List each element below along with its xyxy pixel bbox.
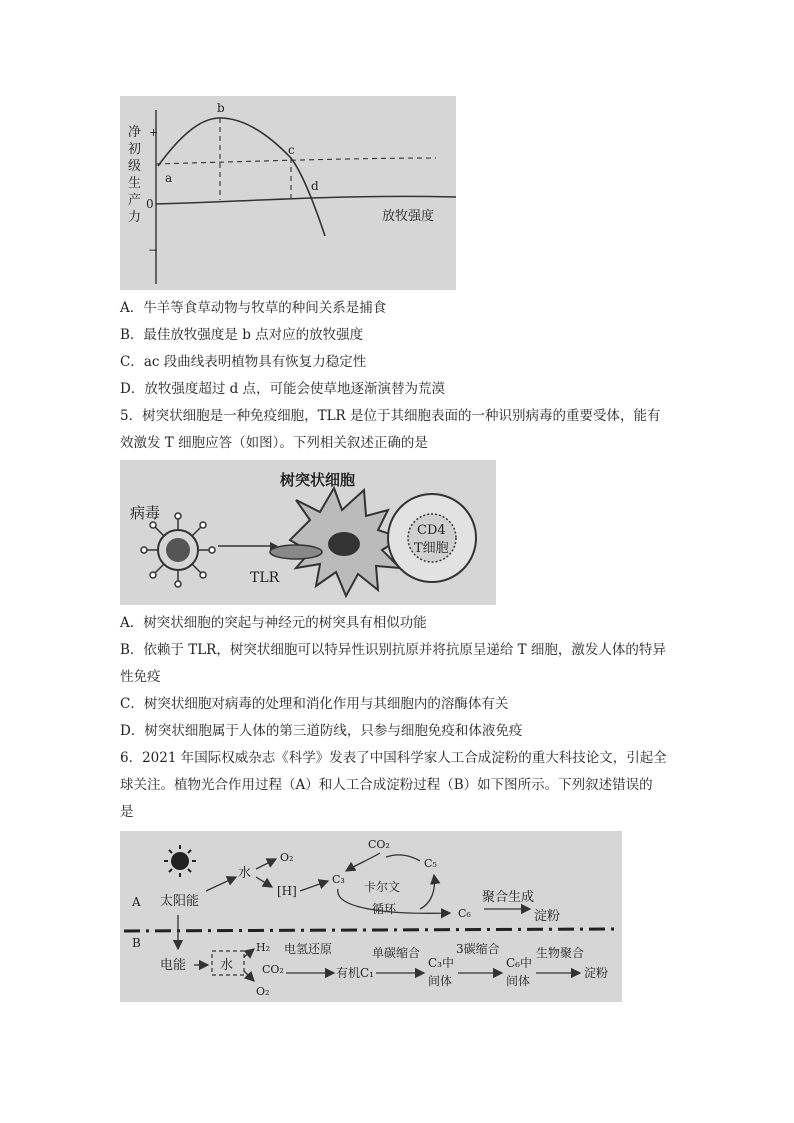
separator-line xyxy=(124,929,616,931)
sun-icon xyxy=(164,845,196,877)
point-a-label: a xyxy=(165,171,173,185)
label-a: A xyxy=(132,895,141,909)
q4-option-b: B．最佳放牧强度是 b 点对应的放牧强度 xyxy=(120,327,364,343)
y-axis-title-char: 级 xyxy=(128,159,142,174)
virus-label: 病毒 xyxy=(130,504,161,522)
virus-icon xyxy=(141,513,215,587)
c3-label: C₃ xyxy=(332,873,345,886)
h2-label: H₂ xyxy=(256,941,271,954)
t-cell-icon xyxy=(388,494,476,582)
y-axis-title-char: 初 xyxy=(128,142,142,157)
dendritic-cell-figure xyxy=(120,460,496,605)
cd4-label: CD4 xyxy=(417,523,446,538)
c6-intermediate-label-1: C₆中 xyxy=(506,956,532,970)
q6-stem-line1: 6．2021 年国际权威杂志《科学》发表了中国科学家人工合成淀粉的重大科技论文，引起全 xyxy=(120,750,667,766)
q5-stem-line1: 5．树突状细胞是一种免疫细胞，TLR 是位于其细胞表面的一种识别病毒的重要受体，能有 xyxy=(120,408,661,424)
t-cell-label: T细胞 xyxy=(414,541,449,556)
starch-b-label: 淀粉 xyxy=(584,966,609,980)
water-b-label: 水 xyxy=(220,958,234,973)
minus-sign: − xyxy=(148,243,159,257)
label-b: B xyxy=(132,936,141,950)
co2-a-label: CO₂ xyxy=(368,838,390,851)
dendritic-cell-icon xyxy=(290,488,402,596)
q5-option-a: A．树突状细胞的突起与神经元的树突具有相似功能 xyxy=(120,615,427,631)
polymer-label: 聚合生成 xyxy=(482,890,535,905)
y-axis-title-char: 产 xyxy=(128,193,142,208)
plus-sign: + xyxy=(149,126,159,139)
solar-energy-label: 太阳能 xyxy=(160,894,200,909)
c6-intermediate-label-2: 间体 xyxy=(506,974,531,988)
point-c-label: c xyxy=(288,143,295,157)
q5-option-d: D．树突状细胞属于人体的第三道防线，只参与细胞免疫和体液免疫 xyxy=(120,723,523,739)
grazing-productivity-figure xyxy=(120,96,456,290)
q4-option-d: D．放牧强度超过 d 点，可能会使草地逐渐演替为荒漠 xyxy=(120,381,446,397)
o2-a-label: O₂ xyxy=(280,851,294,864)
h-label: [H] xyxy=(277,884,297,898)
c6-a-label: C₆ xyxy=(458,907,471,920)
q5-option-c: C．树突状细胞对病毒的处理和消化作用与其细胞内的溶酶体有关 xyxy=(120,696,509,712)
electric-energy-label: 电能 xyxy=(160,958,187,973)
c5-label: C₅ xyxy=(424,857,437,870)
q4-option-a: A．牛羊等食草动物与牧草的种间关系是捕食 xyxy=(120,300,387,316)
tlr-label: TLR xyxy=(250,570,280,586)
x-axis xyxy=(156,196,456,204)
q5-option-b-cont: 性免疫 xyxy=(120,669,161,685)
point-d-label: d xyxy=(311,179,319,193)
tlr-receptor xyxy=(270,545,322,559)
organic-c1-label: 有机C₁ xyxy=(336,966,374,980)
y-axis-title-char: 力 xyxy=(128,210,142,225)
reduction-label: 电氢还原 xyxy=(284,942,333,956)
q6-stem-line3: 是 xyxy=(120,804,134,820)
single-carbon-label: 单碳缩合 xyxy=(372,946,421,960)
reference-dashed-line xyxy=(156,158,436,164)
bio-polymer-label: 生物聚合 xyxy=(536,946,585,960)
c3-intermediate-label-2: 间体 xyxy=(428,974,453,988)
q6-stem-line2: 球关注。植物光合作用过程（A）和人工合成淀粉过程（B）如下图所示。下列叙述错误的 xyxy=(120,777,653,793)
starch-a-label: 淀粉 xyxy=(534,909,561,924)
three-carbon-label: 3碳缩合 xyxy=(456,942,500,956)
co2-b-label: CO₂ xyxy=(262,963,284,976)
q5-stem-line2: 效激发 T 细胞应答（如图）。下列相关叙述正确的是 xyxy=(120,435,428,451)
y-axis-title-char: 净 xyxy=(128,125,142,140)
productivity-curve xyxy=(158,118,325,236)
calvin-label-1: 卡尔文 xyxy=(364,880,401,894)
q5-option-b: B．依赖于 TLR，树突状细胞可以特异性识别抗原并将抗原呈递给 T 细胞，激发人体的特异 xyxy=(120,642,666,658)
o2-b-label: O₂ xyxy=(256,985,270,998)
water-a-label: 水 xyxy=(238,866,252,881)
point-b-label: b xyxy=(217,101,225,115)
x-axis-label: 放牧强度 xyxy=(382,209,435,224)
y-axis-title-char: 生 xyxy=(128,176,142,191)
starch-synthesis-figure xyxy=(120,831,622,1002)
dendritic-cell-label: 树突状细胞 xyxy=(280,471,356,489)
c3-intermediate-label-1: C₃中 xyxy=(428,956,454,970)
calvin-label-2: 循环 xyxy=(372,902,397,916)
q4-option-c: C．ac 段曲线表明植物具有恢复力稳定性 xyxy=(120,354,367,370)
zero-label: 0 xyxy=(146,197,154,211)
